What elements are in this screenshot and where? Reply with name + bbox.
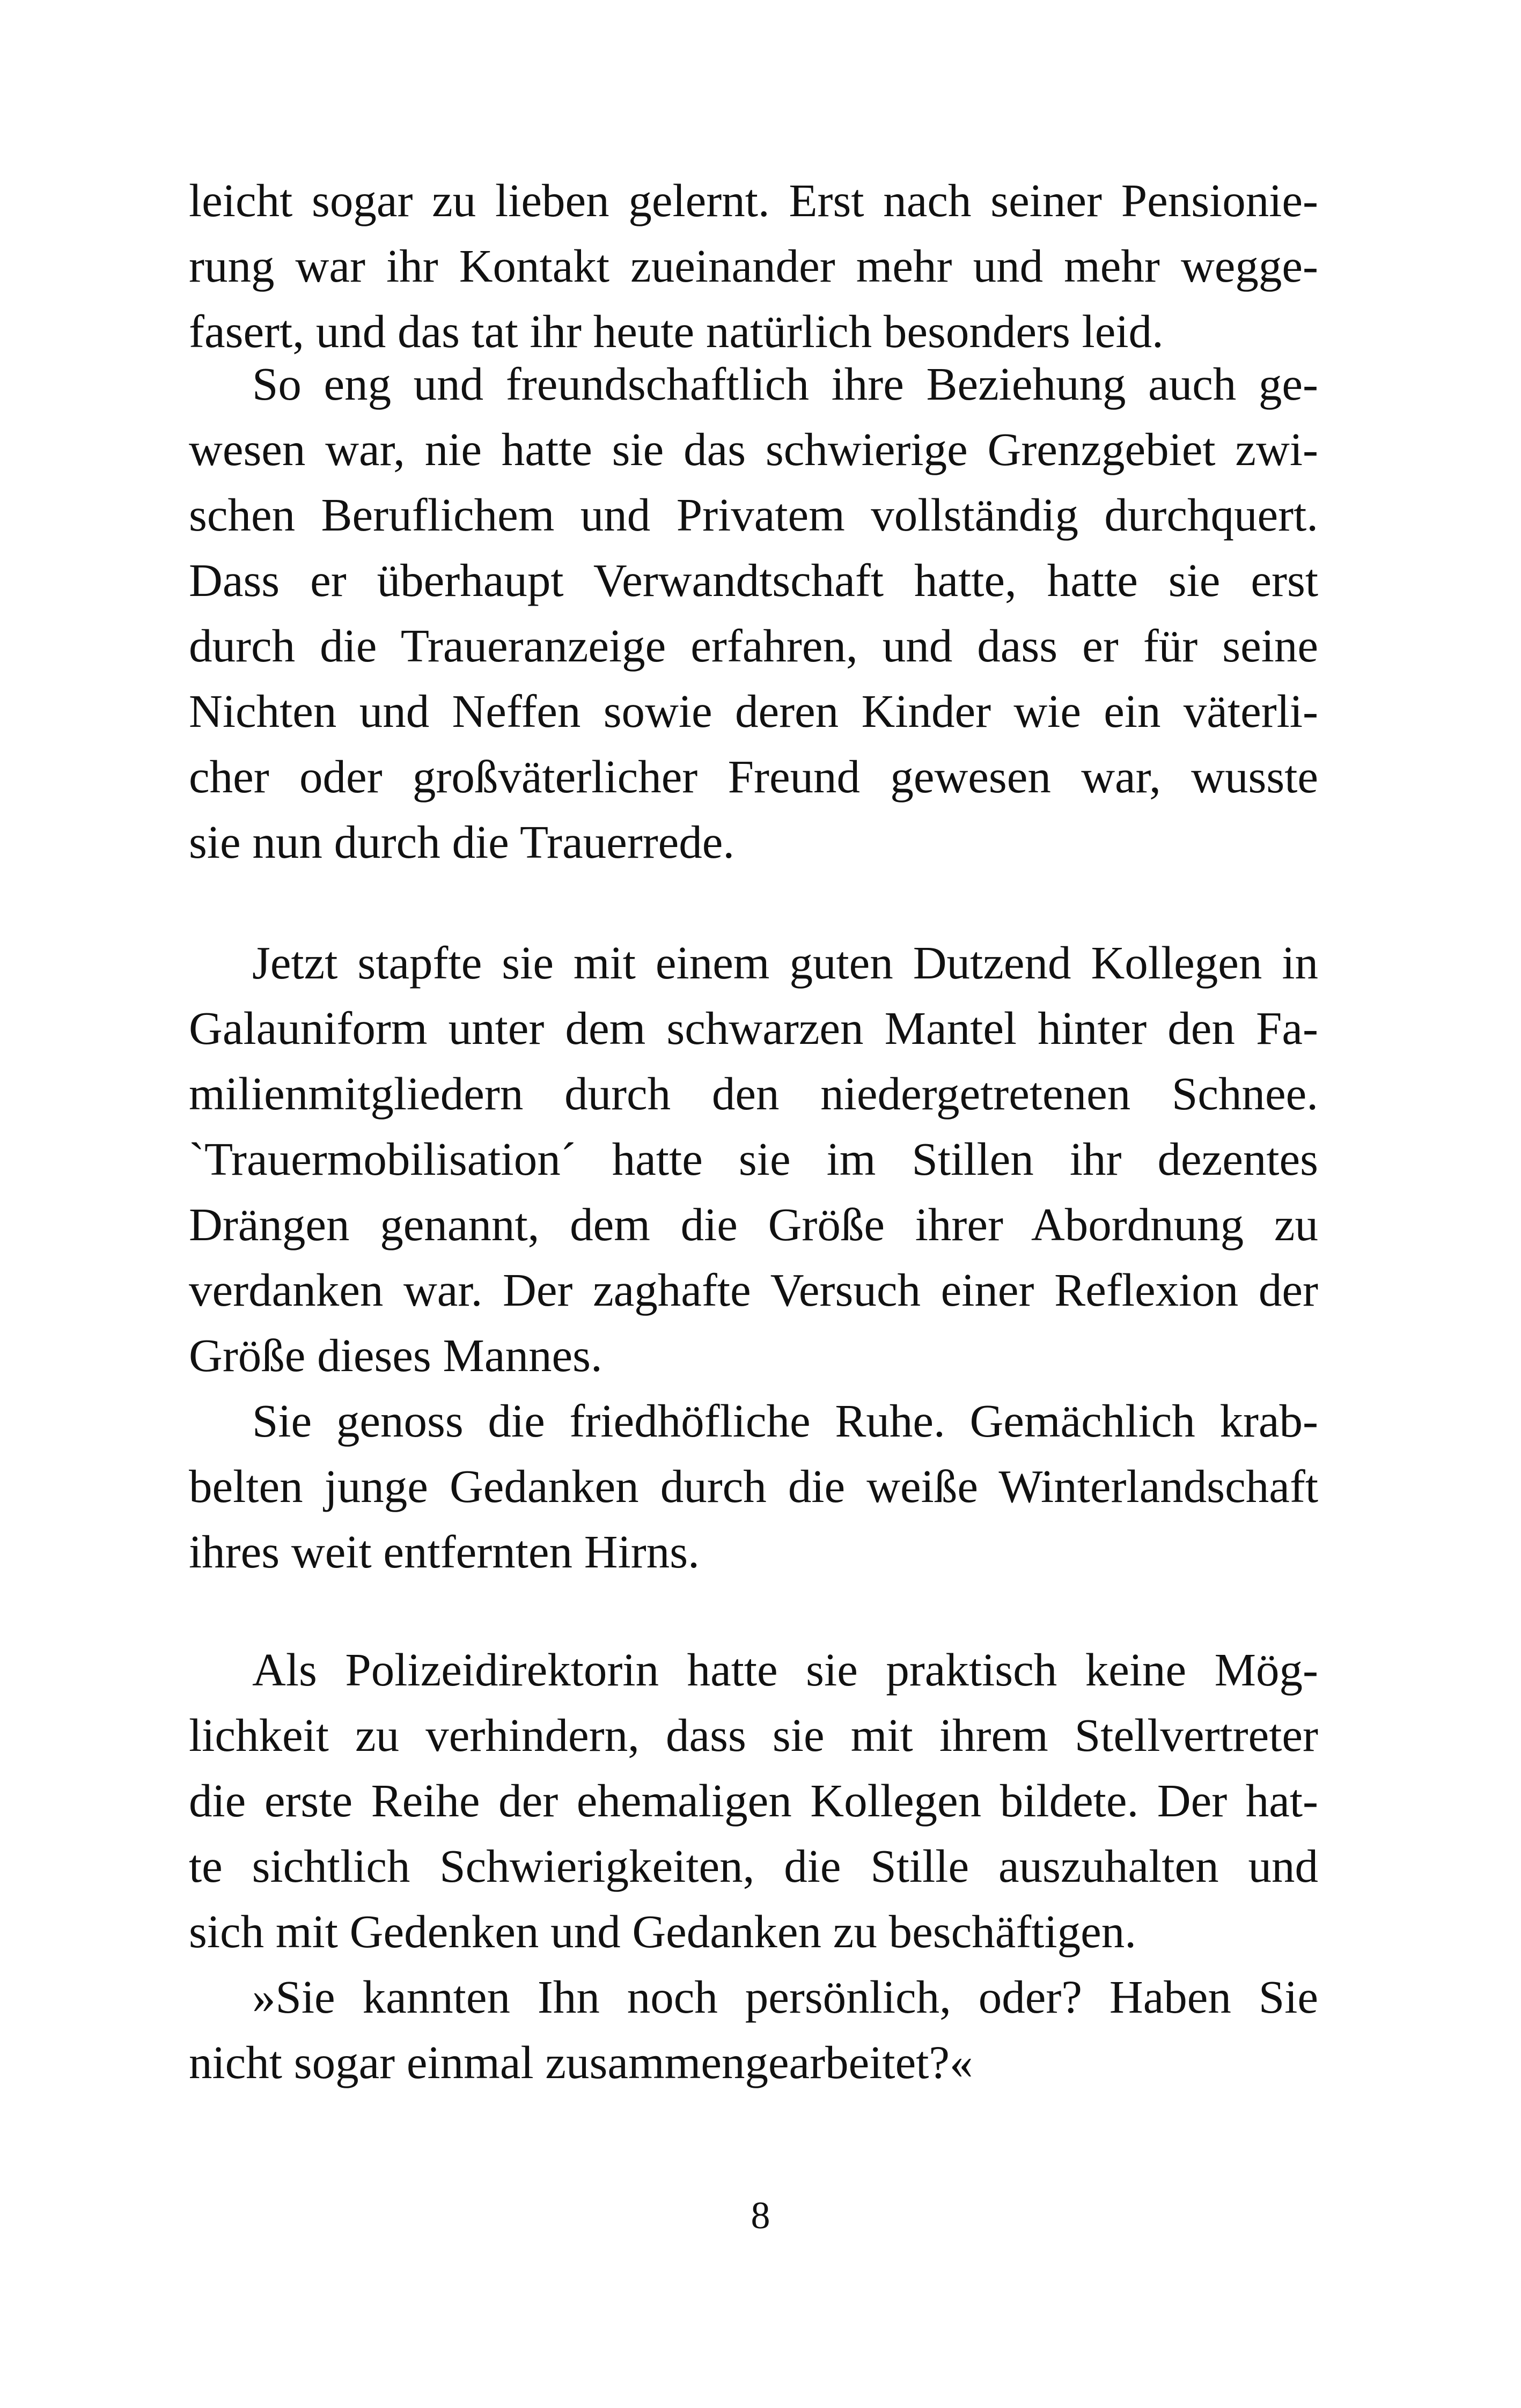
text-line: lichkeit zu verhindern, dass sie mit ihrem Stellvertreter (189, 1709, 1318, 1761)
text-line: belten junge Gedanken durch die weiße Winterlandschaft (189, 1460, 1318, 1512)
text-line: leicht sogar zu lieben gelernt. Erst nach seiner Pensionie- (189, 174, 1318, 226)
text-line: Drängen genannt, dem die Größe ihrer Abordnung zu (189, 1198, 1318, 1250)
text-line: nicht sogar einmal zusammengearbeitet?« (189, 2036, 973, 2088)
text-line: wesen war, nie hatte sie das schwierige Grenzgebiet zwi- (189, 423, 1318, 475)
text-line: die erste Reihe der ehemaligen Kollegen bildete. Der hat- (189, 1774, 1318, 1827)
paragraph-police-director (189, 1637, 1318, 1964)
text-line: Sie genoss die friedhöfliche Ruhe. Gemächlich krab- (252, 1395, 1318, 1447)
page-number: 8 (751, 2194, 770, 2237)
text-line: te sichtlich Schwierigkeiten, die Stille auszuhalten und (189, 1840, 1318, 1892)
text-line: `Trauermobilisation´ hatte sie im Stillen ihr dezentes (189, 1133, 1318, 1185)
text-line: sich mit Gedenken und Gedanken zu beschäftigen. (189, 1905, 1136, 1957)
text-line: sie nun durch die Trauerrede. (189, 816, 735, 868)
text-line: ihres weit entfernten Hirns. (189, 1526, 700, 1578)
text-line: rung war ihr Kontakt zueinander mehr und mehr wegge- (189, 240, 1318, 292)
text-line: milienmitgliedern durch den niedergetretenen Schnee. (189, 1067, 1318, 1120)
text-line: verdanken war. Der zaghafte Versuch einer Reflexion der (189, 1264, 1318, 1316)
text-line: schen Beruflichem und Privatem vollständig durchquert. (189, 489, 1318, 541)
paragraph-cemetery-calm (189, 1388, 1318, 1585)
text-line: Nichten und Neffen sowie deren Kinder wie ein väterli- (189, 685, 1318, 737)
text-line: Galauniform unter dem schwarzen Mantel hinter den Fa- (189, 1002, 1318, 1054)
text-line: durch die Traueranzeige erfahren, und dass er für seine (189, 620, 1318, 672)
text-line: cher oder großväterlicher Freund gewesen war, wusste (189, 750, 1318, 802)
text-line: Dass er überhaupt Verwandtschaft hatte, hatte sie erst (189, 554, 1318, 606)
paragraph-dialogue (189, 1964, 1318, 2095)
text-line: fasert, und das tat ihr heute natürlich besonders leid. (189, 305, 1164, 357)
text-line: So eng und freundschaftlich ihre Beziehung auch ge- (252, 358, 1318, 410)
paragraph-continuation (189, 168, 1318, 364)
text-line: Als Polizeidirektorin hatte sie praktisch keine Mög- (252, 1644, 1318, 1696)
paragraph-relationship (189, 351, 1318, 875)
text-line: »Sie kannten Ihn noch persönlich, oder? Haben Sie (252, 1971, 1318, 2023)
text-line: Jetzt stapfte sie mit einem guten Dutzend Kollegen in (252, 937, 1318, 989)
paragraph-procession (189, 930, 1318, 1388)
text-line: Größe dieses Mannes. (189, 1329, 602, 1381)
